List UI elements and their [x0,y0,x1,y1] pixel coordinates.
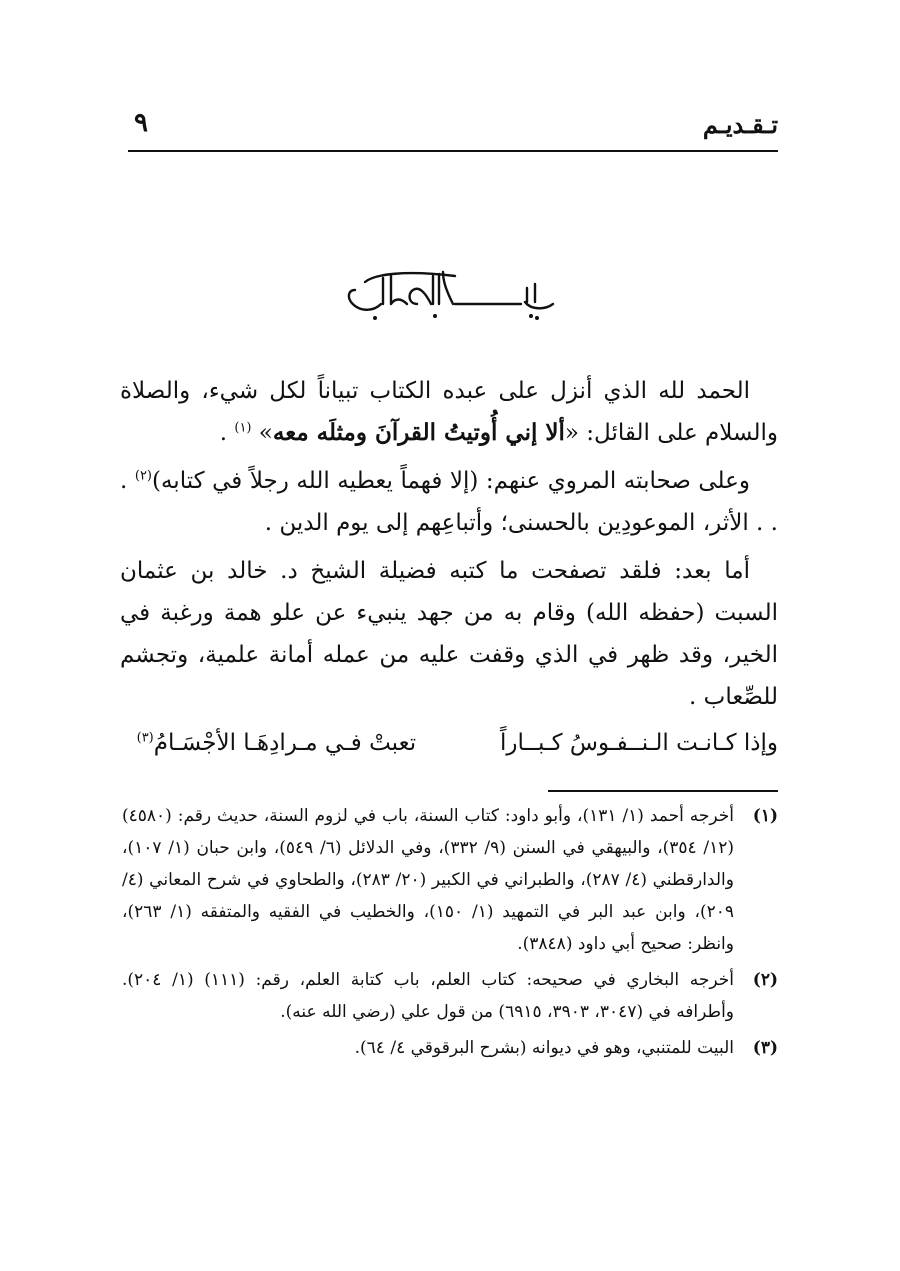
verse-second-hemistich-text: تعبتْ فـي مـرادِهَـا الأجْسَـامُ [153,730,417,756]
verse-second-hemistich [120,722,416,764]
verse-first-hemistich: وإذا كـانـت الـنــفـوسُ كـبــاراً [500,730,778,756]
poetry-verse [120,722,778,764]
hadith-quote: ألا إني أُوتيتُ القرآنَ ومثلَه معه [272,419,565,446]
paragraph-praise [120,370,778,454]
chapter-title: تـقـديـم [702,110,778,139]
footnote-1 [122,800,778,960]
footnote-number: (٣) [752,1038,778,1058]
footnote-number: (١) [752,806,778,826]
main-text [120,370,778,764]
basmala-calligraphy-image [335,262,565,324]
footnote-3 [122,1032,778,1064]
paragraph-companions [120,460,778,544]
praise-text: الحمد لله الذي أنزل على عبده الكتاب تبياناً لكل شيء، والصلاة والسلام على القائل: « [120,378,778,446]
companions-text-cont: . . . الأثر، الموعودِين بالحسنى؛ وأتباعِهم إلى يوم الدين . [120,468,778,536]
footnote-text: أخرجه البخاري في صحيحه: كتاب العلم، باب كتابة العلم، رقم: (١١١) (١/ ٢٠٤). وأطرافه في (٣٠٤٧، ٣٩٠٣، ٦٩١٥) من قول علي (رضي الله عنه). [122,970,734,1022]
paragraph-intro: أما بعد: فلقد تصفحت ما كتبه فضيلة الشيخ د. خالد بن عثمان السبت (حفظه الله) وقام به من جهد ينبيء عن علو همة ورغبة في الخير، وقد ظهر في الذي وقفت عليه من عمله أمانة علمية، وتجشم للصِّعاب . [120,558,778,710]
footnote-text: البيت للمتنبي، وهو في ديوانه (بشرح البرقوقي ٤/ ٦٤). [354,1038,734,1058]
footnote-text: أخرجه أحمد (١/ ١٣١)، وأبو داود: كتاب السنة، باب في لزوم السنة، حديث رقم: (٤٥٨٠) (١٢/ ٣٥٤)، والبيهقي في السنن (٩/ ٣٣٢)، وفي الدلائل (٦/ ٥٤٩)، وابن حبان (١/ ١٠٧)، والدارقطني (٤/ ٢٨٧)، والطبراني في الكبير (٢٠/ ٢٨٣)، والطحاوي في شرح المعاني (٤/ ٢٠٩)، وابن عبد البر في التمهيد (١/ ١٥٠)، والخطيب في الفقيه والمتفقه (١/ ٢٦٣)، وانظر: صحيح أبي داود (٣٨٤٨). [122,806,735,954]
footnote-2 [122,964,778,1028]
praise-tail: . [219,420,235,446]
footnote-ref-2: (٢) [134,468,152,484]
footnote-ref-3: (٣) [136,730,154,746]
footnotes [122,800,778,1068]
companions-text: وعلى صحابته المروي عنهم: (إلا فهماً يعطيه الله رجلاً في كتابه) [152,468,751,494]
footnote-separator [548,790,778,792]
footnote-number: (٢) [752,970,778,990]
running-header [128,110,778,152]
page-number: ٩ [134,108,148,138]
basmala-calligraphy [0,262,900,324]
quote-close: » [251,420,273,446]
footnote-ref-1: (١) [234,420,252,436]
